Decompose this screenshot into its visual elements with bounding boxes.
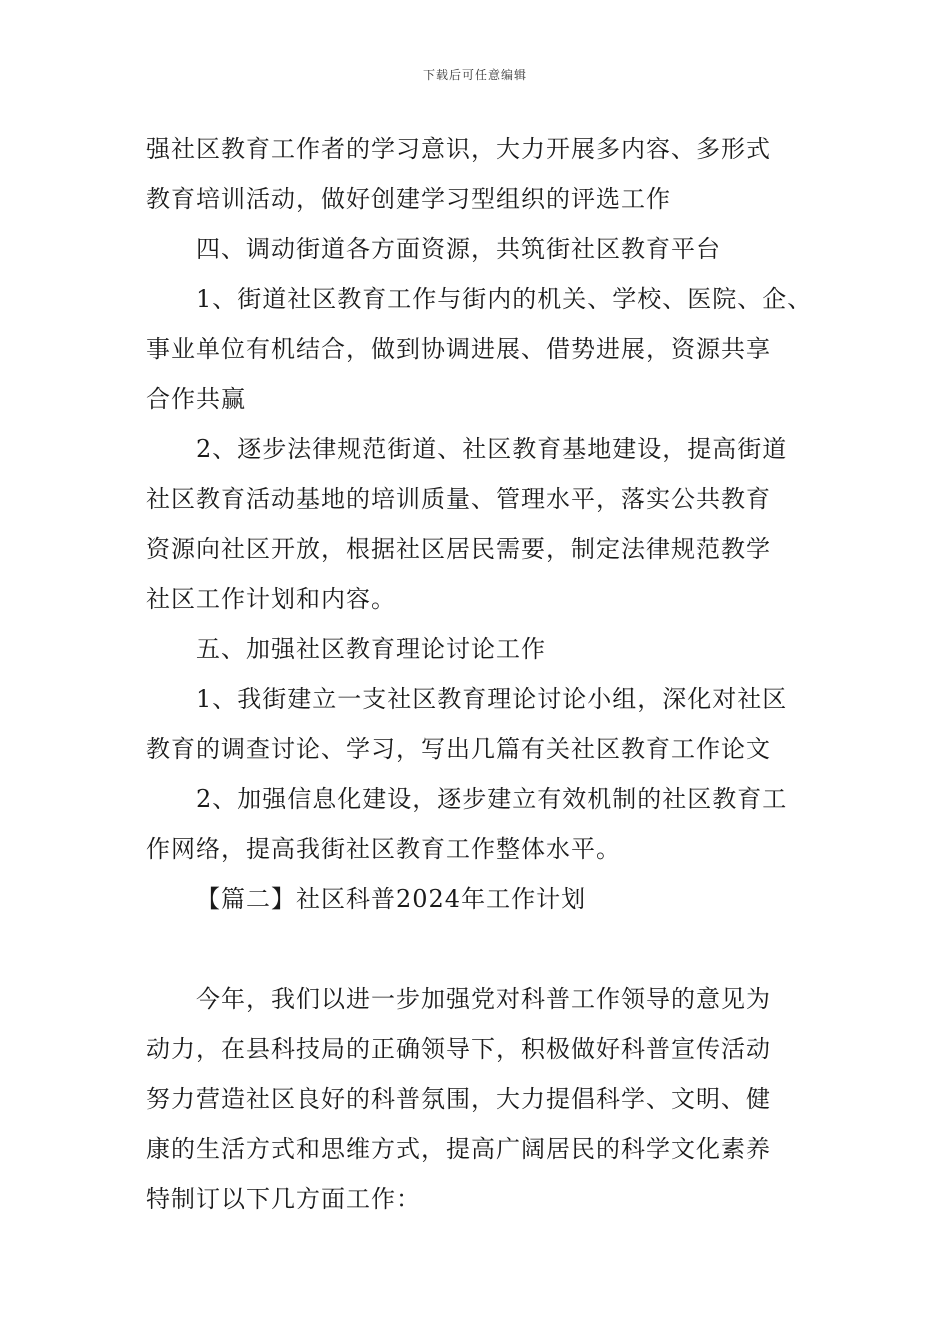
- text-line: 强社区教育工作者的学习意识，大力开展多内容、多形式: [146, 135, 771, 163]
- text-line: 作网络，提高我街社区教育工作整体水平。: [146, 835, 621, 863]
- text-line: 今年，我们以进一步加强党对科普工作领导的意见为: [196, 985, 771, 1013]
- text-line: 1、我街建立一支社区教育理论讨论小组，深化对社区: [196, 685, 788, 713]
- text-line: 努力营造社区良好的科普氛围，大力提倡科学、文明、健: [146, 1085, 771, 1113]
- text-line: 教育的调查讨论、学习，写出几篇有关社区教育工作论文: [146, 735, 771, 763]
- text-line: 教育培训活动，做好创建学习型组织的评选工作: [146, 185, 671, 213]
- section-heading: 四、调动街道各方面资源，共筑街社区教育平台: [196, 235, 721, 263]
- text-line: 合作共赢: [146, 385, 246, 413]
- chapter-heading: 【篇二】社区科普2024年工作计划: [196, 885, 587, 913]
- text-line: 社区教育活动基地的培训质量、管理水平，落实公共教育: [146, 485, 771, 513]
- header-note: 下载后可任意编辑: [422, 68, 527, 82]
- document-body: [146, 124, 816, 1224]
- text-line: 动力，在县科技局的正确领导下，积极做好科普宣传活动: [146, 1035, 771, 1063]
- blank-line: [146, 924, 816, 974]
- text-line: 康的生活方式和思维方式，提高广阔居民的科学文化素养: [146, 1135, 771, 1163]
- text-line: 1、街道社区教育工作与街内的机关、学校、医院、企、: [196, 285, 813, 313]
- section-heading: 五、加强社区教育理论讨论工作: [196, 635, 546, 663]
- text-line: 特制订以下几方面工作：: [146, 1185, 421, 1213]
- text-line: 2、逐步法律规范街道、社区教育基地建设，提高街道: [196, 435, 788, 463]
- text-line: 社区工作计划和内容。: [146, 585, 396, 613]
- text-line: 资源向社区开放，根据社区居民需要，制定法律规范教学: [146, 535, 771, 563]
- text-line: 事业单位有机结合，做到协调进展、借势进展，资源共享: [146, 335, 771, 363]
- text-line: 2、加强信息化建设，逐步建立有效机制的社区教育工: [196, 785, 788, 813]
